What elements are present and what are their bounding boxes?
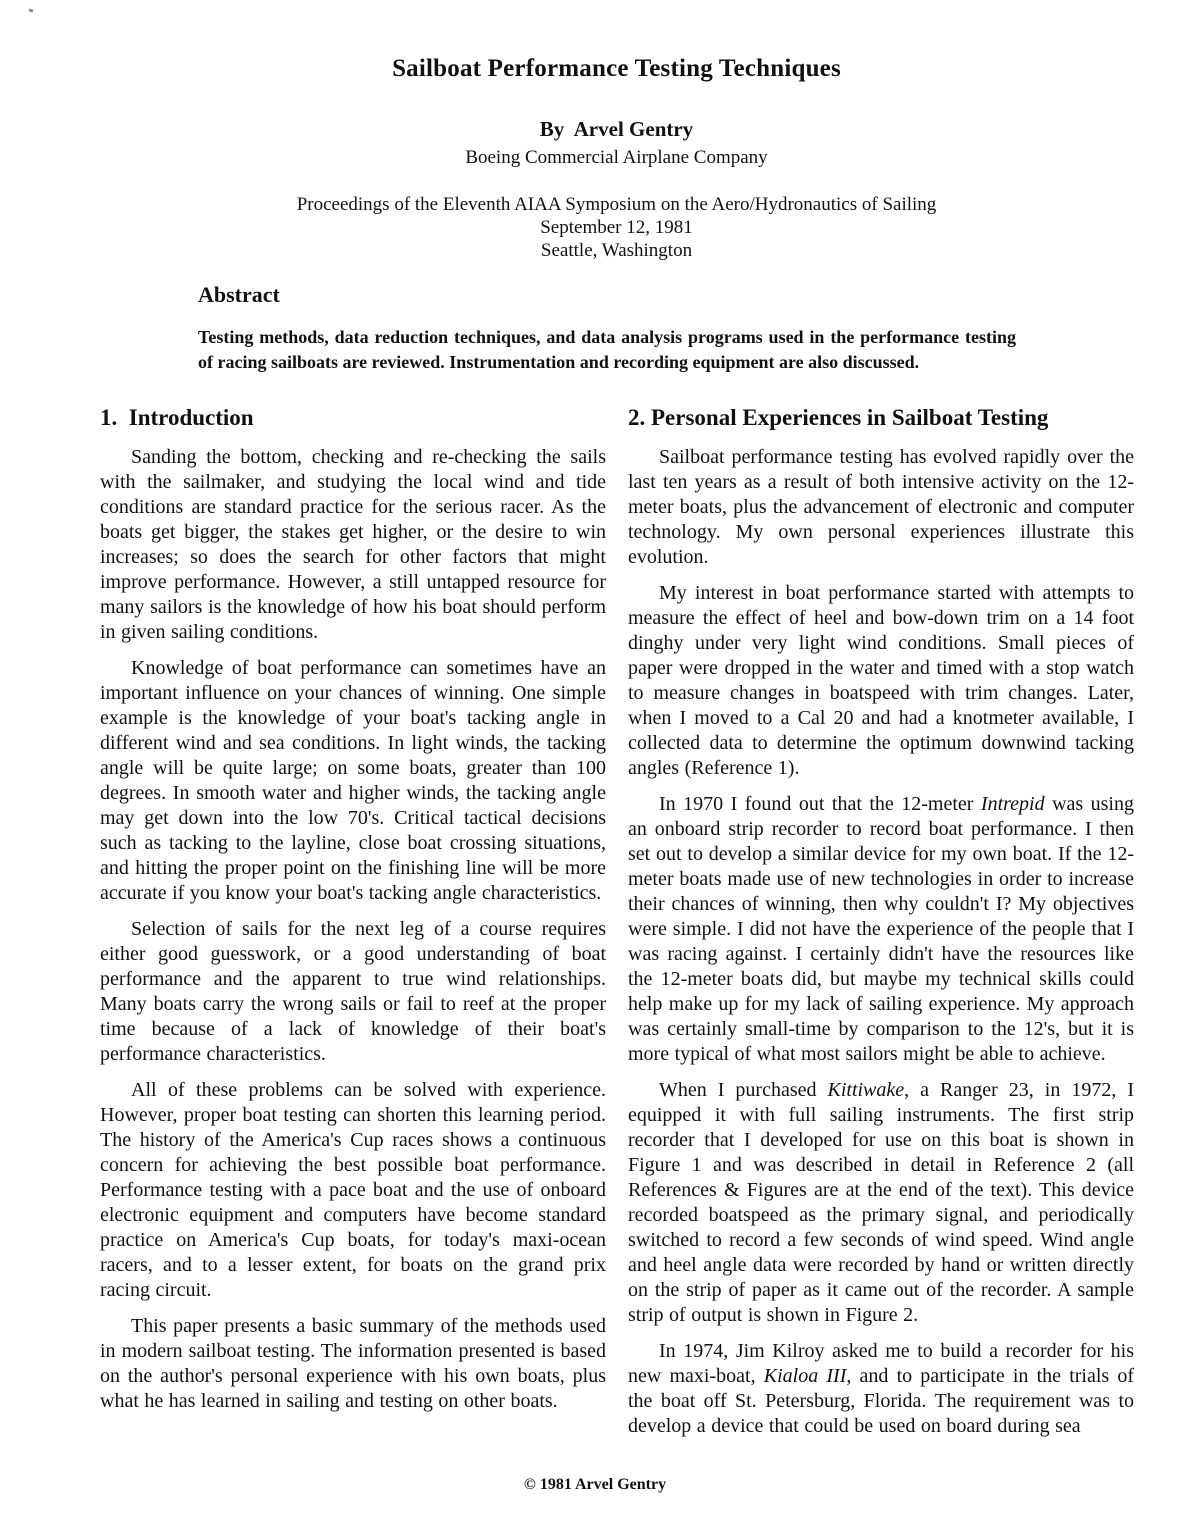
paragraph: Knowledge of boat performance can sometimes have an important influence on your chances of winning. One simple example is the knowledge of your boat's tacking angle in different wind and sea conditions. In light winds, the tacking angle will be quite large; on some boats, greater than 100 degrees. In smooth water and higher winds, the tacking angle may get down into the low 70's. Critical tactical decisions such as tacking to the layline, close boat crossing situations, and hitting the proper point on the finishing line will be more accurate if you know your boat's tacking angle characteristics.: [100, 657, 606, 904]
right-column: [628, 405, 1134, 1450]
left-column: [100, 405, 606, 1450]
paragraph: My interest in boat performance started with attempts to measure the effect of heel and bow-down trim on a 14 foot dinghy under very light wind conditions. Small pieces of paper were dropped in the water and timed with a stop watch to measure changes in boatspeed with trim changes. Later, when I moved to a Cal 20 and had a knotmeter available, I collected data to determine the optimum downwind tacking angles (Reference 1).: [628, 582, 1134, 779]
proceedings-date: September 12, 1981: [540, 217, 693, 238]
paragraph: Selection of sails for the next leg of a course requires either good guesswork, or a good understanding of boat performance and the apparent to true wind relationships. Many boats carry the wrong sails or fail to reef at the proper time because of a lack of knowledge of their boat's performance characteristics.: [100, 918, 606, 1065]
abstract-heading: Abstract: [198, 282, 280, 307]
proceedings-line: Proceedings of the Eleventh AIAA Symposium on the Aero/Hydronautics of Sailing: [296, 194, 937, 215]
paper-title: Sailboat Performance Testing Techniques: [392, 55, 841, 82]
paper-byline: By Arvel Gentry: [539, 117, 694, 141]
abstract-section: [100, 282, 1133, 375]
paragraph: Sailboat performance testing has evolved rapidly over the last ten years as a result of both intensive activity on the 12-meter boats, plus the advancement of electronic and computer technology. My own personal experiences illustrate this evolution.: [628, 446, 1134, 568]
two-column-body: [100, 405, 1133, 1450]
section-2-heading: 2. Personal Experiences in Sailboat Testing: [628, 405, 1049, 430]
section-1-heading: 1. Introduction: [100, 405, 254, 430]
paragraph: In 1970 I found out that the 12-meter Intrepid was using an onboard strip recorder to record boat performance. I then set out to develop a similar device for my own boat. If the 12-meter boats made use of new technologies in order to increase their chances of winning, then why couldn't I? My objectives were simple. I did not have the experience of the people that I was racing against. I certainly didn't have the resources like the 12-meter boats did, but maybe my technical skills could help make up for my lack of sailing experience. My approach was certainly small-time by comparison to the 12's, but it is more typical of what most sailors might be able to achieve.: [628, 793, 1134, 1065]
paper-affiliation: Boeing Commercial Airplane Company: [465, 147, 768, 168]
abstract-body: Testing methods, data reduction techniques, and data analysis programs used in the performance testing of racing sailboats are reviewed. Instrumentation and recording equipment are also discussed.: [198, 327, 1016, 372]
scan-artifact-mark: [29, 8, 34, 12]
paragraph: All of these problems can be solved with experience. However, proper boat testing can shorten this learning period. The history of the America's Cup races shows a continuous concern for achieving the best possible boat performance. Performance testing with a pace boat and the use of onboard electronic equipment and computers have become standard practice on America's Cup boats, for today's maxi-ocean racers, and to a lesser extent, for boats on the grand prix racing circuit.: [100, 1079, 606, 1301]
paper-header: [100, 55, 1133, 262]
copyright-notice: © 1981 Arvel Gentry: [523, 1476, 667, 1493]
paragraph: Sanding the bottom, checking and re-checking the sails with the sailmaker, and studying the local wind and tide conditions are standard practice for the serious racer. As the boats get bigger, the stakes get higher, or the desire to win increases; so does the search for other factors that might improve performance. However, a still untapped resource for many sailors is the knowledge of how his boat should perform in given sailing conditions.: [100, 446, 606, 643]
paragraph: When I purchased Kittiwake, a Ranger 23, in 1972, I equipped it with full sailing instruments. The first strip recorder that I developed for use on this boat is shown in Figure 1 and was described in detail in Reference 2 (all References & Figures are at the end of the text). This device recorded boatspeed as the primary signal, and periodically switched to record a few seconds of wind speed. Wind angle and heel angle data were recorded by hand or written directly on the strip of paper as it came out of the recorder. A sample strip of output is shown in Figure 2.: [628, 1079, 1134, 1326]
paragraph: In 1974, Jim Kilroy asked me to build a recorder for his new maxi-boat, Kialoa III, and to participate in the trials of the boat off St. Petersburg, Florida. The requirement was to develop a device that could be used on board during sea: [628, 1340, 1135, 1437]
proceedings-location: Seattle, Washington: [540, 240, 693, 261]
paragraph: This paper presents a basic summary of the methods used in modern sailboat testing. The information presented is based on the author's personal experience with his own boats, plus what he has learned in sailing and testing on other boats.: [100, 1315, 606, 1412]
